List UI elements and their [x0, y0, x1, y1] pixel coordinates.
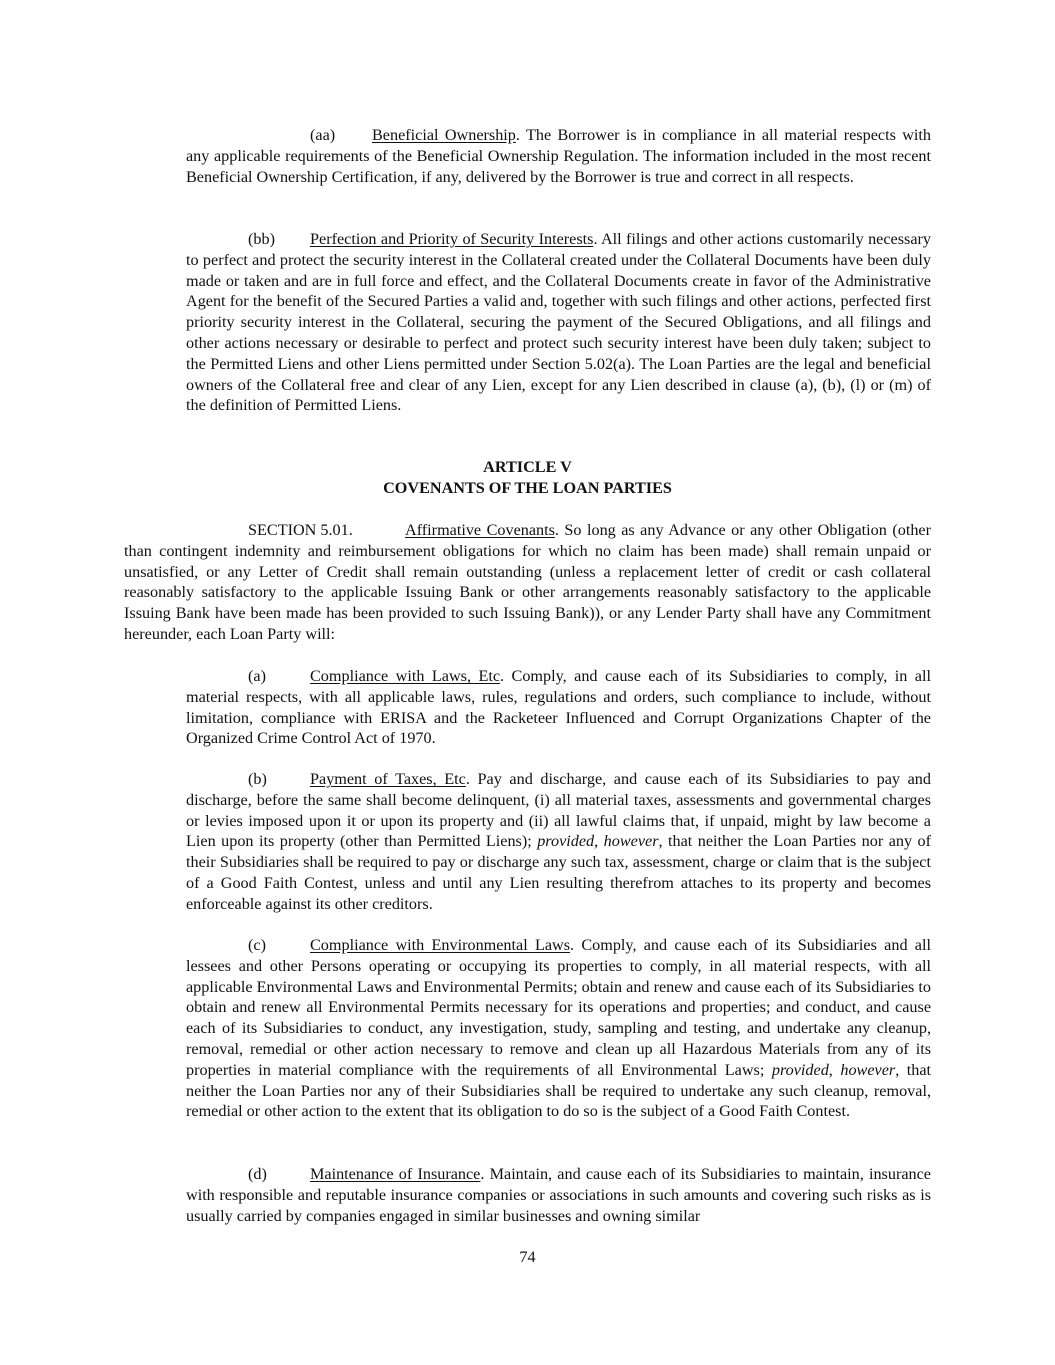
- covenant-text: . Comply, and cause each of its Subsidiaries to comply, in all material respects, with all applicable laws, rules, regulations and orders, such compliance to include, without limitation, compliance with ERISA and the Racketeer Influenced and Corrupt Organizations Chapter of the Organized Crime Control Act of 1970.: [186, 667, 931, 748]
- however-term: however: [603, 832, 659, 851]
- covenant-marker: (b): [248, 770, 267, 788]
- section-title: Affirmative Covenants: [405, 521, 555, 539]
- punctuation: ,: [594, 832, 604, 851]
- covenant-a: [186, 666, 931, 749]
- paragraph-title: Perfection and Priority of Security Interests: [310, 230, 594, 248]
- paragraph-bb: [186, 229, 931, 416]
- paragraph-marker: (bb): [248, 230, 275, 248]
- covenant-marker: (c): [248, 936, 266, 954]
- provided-term: provided: [771, 1060, 829, 1079]
- covenant-b: [186, 769, 931, 915]
- section-text: . So long as any Advance or any other Obligation (other than contingent indemnity and reimbursement obligations for which no claim has been made) shall remain unpaid or unsatisfied, or any Letter of Credit shall remain outstanding (unless a replacement letter of credit or cash collateral reasonably satisfactory to the applicable Issuing Bank or other arrangements reasonably satisfactory to the applicable Issuing Bank have been made has been provided to such Issuing Bank)), or any Lender Party shall have any Commitment hereunder, each Loan Party will:: [124, 521, 931, 643]
- covenant-text-continued: , that neither the Loan Parties nor any of their Subsidiaries shall be required to undertake any such cleanup, removal, remedial or other action to the extent that its obligation to do so is the subject of a Good Faith Contest.: [186, 1060, 931, 1121]
- covenant-marker: (a): [248, 667, 266, 685]
- covenant-text: . Comply, and cause each of its Subsidiaries and all lessees and other Persons operating or occupying its properties to comply, in all material respects, with all applicable Environmental Laws and Environmental Permits; obtain and renew and cause each of its Subsidiaries to obtain and renew all Environmental Permits necessary for its operations and properties; and conduct, and cause each of its Subsidiaries to conduct, any investigation, study, sampling and testing, and undertake any cleanup, removal, remedial or other action necessary to remove and clean up all Hazardous Materials from any of its properties in material compliance with the requirements of all Environmental Laws;: [186, 936, 931, 1079]
- covenant-c: [186, 935, 931, 1122]
- section-5-01: [124, 520, 931, 645]
- covenant-text-continued: , that neither the Loan Parties nor any of their Subsidiaries shall be required to pay or discharge any such tax, assessment, charge or claim that is the subject of a Good Faith Contest, unless and until any Lien resulting therefrom attaches to its property and becomes enforceable against its other creditors.: [186, 832, 932, 913]
- paragraph-aa: [186, 125, 931, 187]
- provided-term: provided: [537, 832, 595, 851]
- punctuation: ,: [828, 1060, 841, 1079]
- page-number: 74: [519, 1248, 536, 1266]
- however-term: however: [840, 1060, 896, 1079]
- covenant-title: Compliance with Environmental Laws: [310, 936, 571, 954]
- article-number: ARTICLE V: [483, 458, 572, 476]
- paragraph-text: . All filings and other actions customarily necessary to perfect and protect the security interest in the Collateral created under the Collateral Documents have been duly made or taken and are in full force and effect, and the Collateral Documents create in favor of the Administrative Agent for the benefit of the Secured Parties a valid and, together with such filings and other actions, perfected first priority security interest in the Collateral, securing the payment of the Secured Obligations, and all filings and other actions necessary or desirable to perfect and protect such security interest have been duly taken; subject to the Permitted Liens and other Liens permitted under Section 5.02(a). The Loan Parties are the legal and beneficial owners of the Collateral free and clear of any Lien, except for any Lien described in clause (a), (b), (l) or (m) of the definition of Permitted Liens.: [186, 230, 931, 415]
- covenant-title: Payment of Taxes, Etc: [310, 770, 466, 788]
- covenant-text: . Maintain, and cause each of its Subsidiaries to maintain, insurance with responsible and reputable insurance companies or associations in such amounts and covering such risks as is usually carried by companies engaged in similar businesses and owning similar: [186, 1165, 931, 1225]
- paragraph-text: . The Borrower is in compliance in all material respects with any applicable requirements of the Beneficial Ownership Regulation. The information included in the most recent Beneficial Ownership Certification, if any, delivered by the Borrower is true and correct in all respects.: [186, 126, 931, 186]
- covenant-marker: (d): [248, 1165, 267, 1183]
- covenant-title: Compliance with Laws, Etc: [310, 667, 501, 685]
- covenant-title: Maintenance of Insurance: [310, 1165, 481, 1183]
- covenant-text: . Pay and discharge, and cause each of its Subsidiaries to pay and discharge, before the same shall become delinquent, (i) all material taxes, assessments and governmental charges or levies imposed upon it or upon its property and (ii) all lawful claims that, if unpaid, might by law become a Lien upon its property (other than Permitted Liens);: [186, 770, 931, 851]
- article-title: COVENANTS OF THE LOAN PARTIES: [383, 479, 672, 497]
- paragraph-title: Beneficial Ownership: [372, 126, 516, 144]
- section-number: SECTION 5.01.: [248, 521, 353, 539]
- paragraph-marker: (aa): [310, 126, 336, 144]
- covenant-d: [186, 1164, 931, 1226]
